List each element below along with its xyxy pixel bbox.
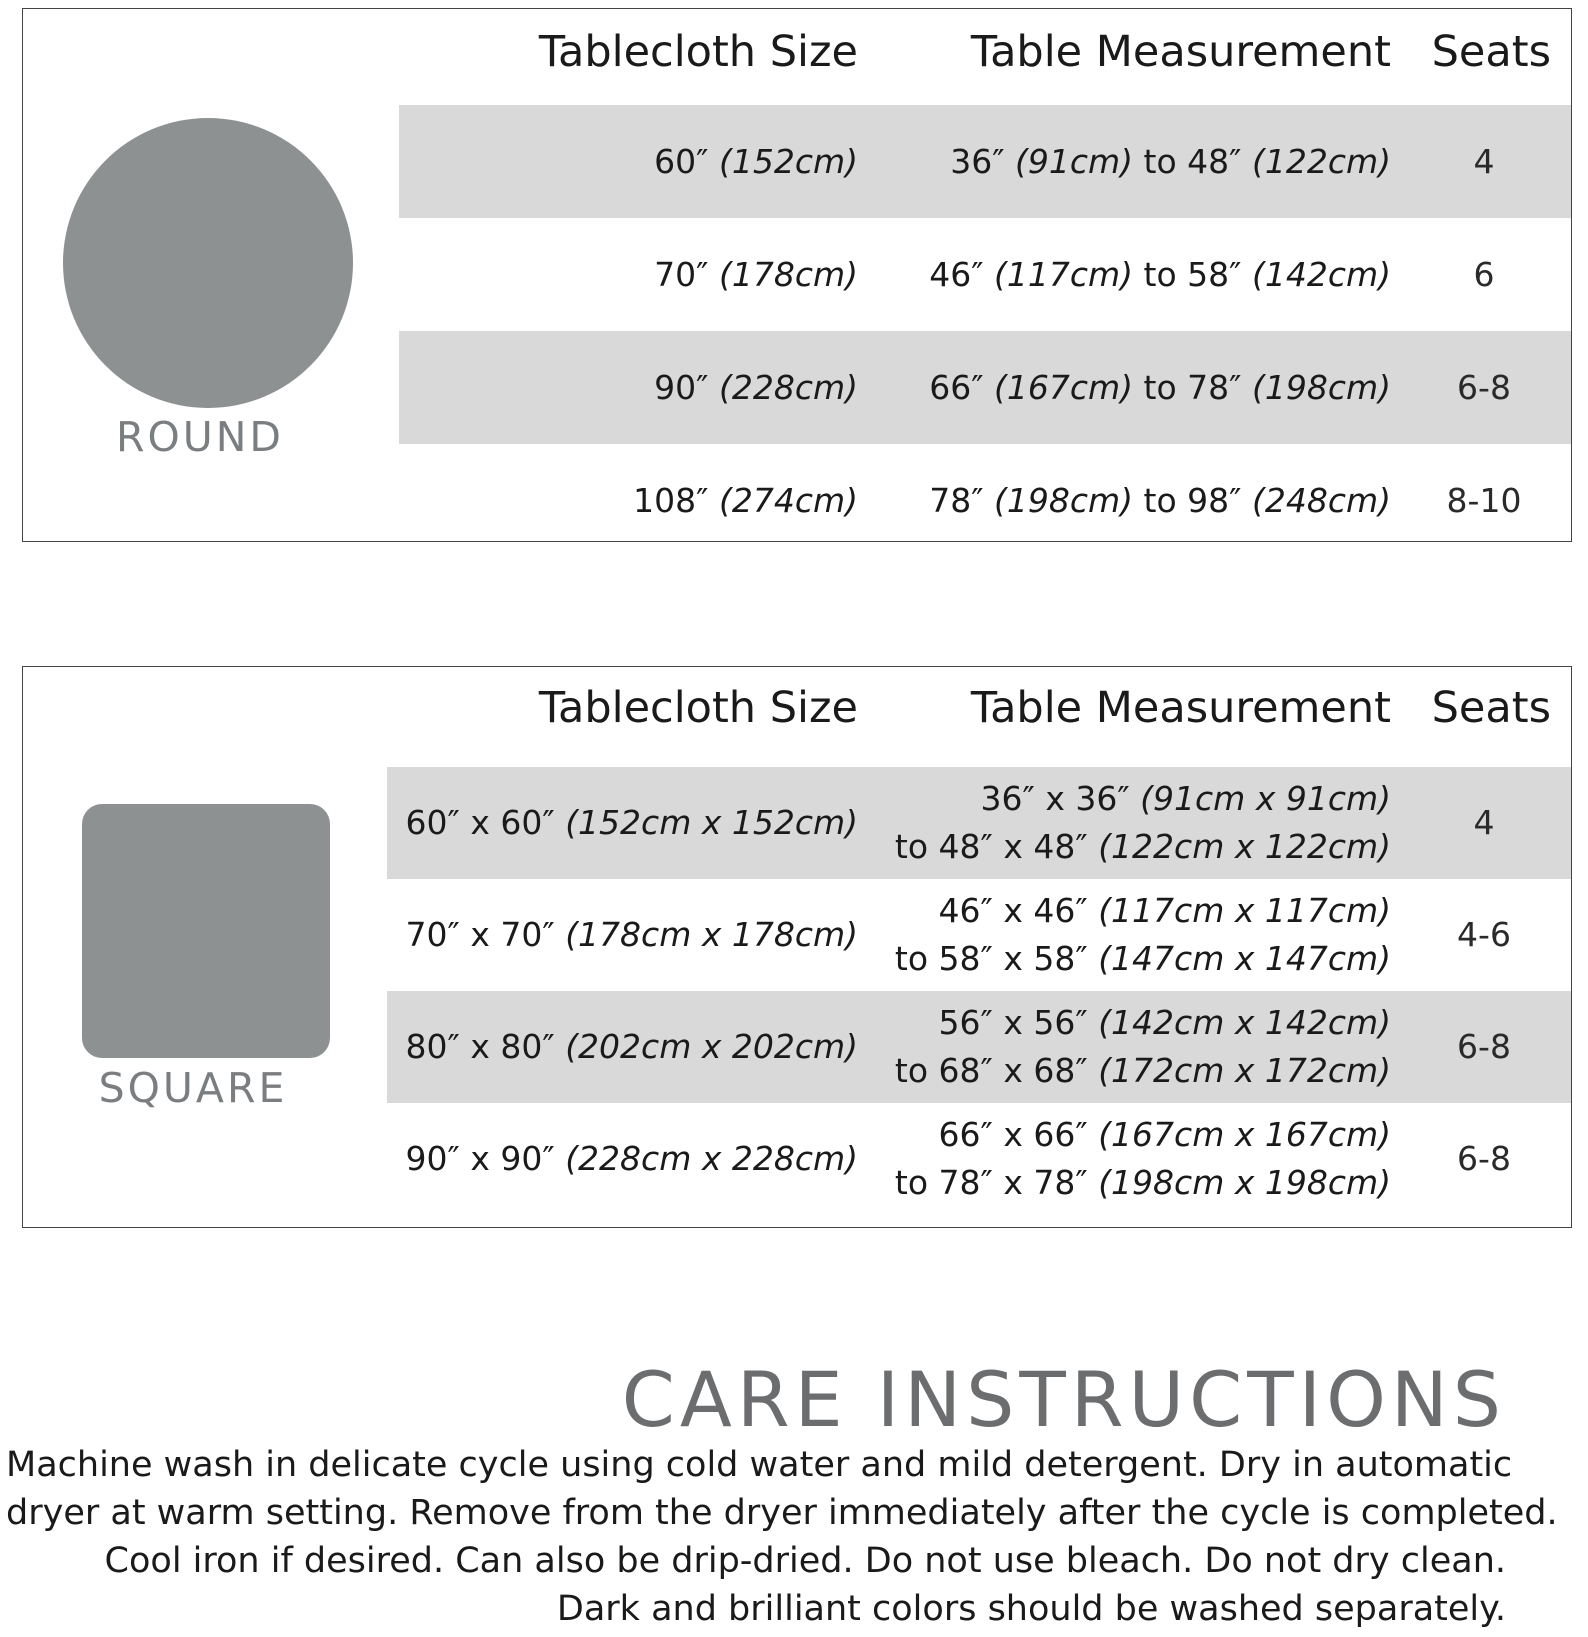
- seats-cell: 4-6: [1457, 915, 1511, 954]
- table-measurement-cell: 66″ x 66″ (167cm x 167cm) to 78″ x 78″ (198cm x 198cm): [894, 1115, 1391, 1202]
- table-row: [387, 991, 1571, 1103]
- table-measurement-cell: 66″ (167cm) to 78″ (198cm): [929, 368, 1391, 407]
- table-measurement-cell: 46″ x 46″ (117cm x 117cm) to 58″ x 58″ (147cm x 147cm): [894, 891, 1391, 978]
- tablecloth-size-cell: 90″ (228cm): [654, 368, 858, 407]
- tablecloth-size-cell: 80″ x 80″ (202cm x 202cm): [405, 1027, 858, 1066]
- round-table-icon: [63, 118, 353, 408]
- table-row: [399, 218, 1571, 331]
- seats-cell: 8-10: [1446, 481, 1522, 520]
- tablecloth-size-cell: 60″ (152cm): [654, 142, 858, 181]
- seats-cell: 6-8: [1457, 1139, 1511, 1178]
- tablecloth-size-cell: 70″ x 70″ (178cm x 178cm): [405, 915, 858, 954]
- tablecloth-size-cell: 70″ (178cm): [654, 255, 858, 294]
- table-row: [387, 1103, 1571, 1215]
- table-row: [387, 879, 1571, 991]
- round-size-table: [22, 8, 1572, 542]
- table-measurement-cell: 78″ (198cm) to 98″ (248cm): [929, 481, 1391, 520]
- care-line: Machine wash in delicate cycle using cold water and mild detergent. Dry in automatic: [6, 1445, 1513, 1485]
- table-measurement-cell: 46″ (117cm) to 58″ (142cm): [929, 255, 1391, 294]
- header-table-measurement: Table Measurement: [970, 27, 1391, 77]
- table-measurement-cell: 56″ x 56″ (142cm x 142cm) to 68″ x 68″ (172cm x 172cm): [894, 1003, 1391, 1090]
- square-size-table: [22, 666, 1572, 1228]
- seats-cell: 6-8: [1457, 1027, 1511, 1066]
- square-table-icon: [82, 804, 330, 1058]
- table-row: [399, 444, 1571, 557]
- tablecloth-size-cell: 90″ x 90″ (228cm x 228cm): [405, 1139, 858, 1178]
- care-instructions-text: [6, 1441, 1558, 1633]
- seats-cell: 6: [1473, 255, 1495, 294]
- square-label: SQUARE: [98, 1064, 288, 1112]
- header-tablecloth-size: Tablecloth Size: [538, 683, 858, 733]
- care-line: dryer at warm setting. Remove from the dryer immediately after the cycle is completed.: [6, 1493, 1558, 1533]
- care-instructions-title: CARE INSTRUCTIONS: [621, 1355, 1506, 1444]
- header-tablecloth-size: Tablecloth Size: [538, 27, 858, 77]
- care-line: Cool iron if desired. Can also be drip-dried. Do not use bleach. Do not dry clean.: [104, 1541, 1506, 1581]
- tablecloth-size-cell: 60″ x 60″ (152cm x 152cm): [405, 803, 858, 842]
- table-row: [387, 767, 1571, 879]
- table-measurement-cell: 36″ x 36″ (91cm x 91cm) to 48″ x 48″ (122cm x 122cm): [894, 779, 1391, 866]
- round-label: ROUND: [115, 413, 284, 461]
- tablecloth-size-cell: 108″ (274cm): [633, 481, 858, 520]
- header-seats: Seats: [1431, 683, 1551, 733]
- header-table-measurement: Table Measurement: [970, 683, 1391, 733]
- seats-cell: 6-8: [1457, 368, 1511, 407]
- seats-cell: 4: [1473, 803, 1495, 842]
- table-row: [399, 331, 1571, 444]
- care-line: Dark and brilliant colors should be washed separately.: [556, 1589, 1506, 1629]
- header-seats: Seats: [1431, 27, 1551, 77]
- table-measurement-cell: 36″ (91cm) to 48″ (122cm): [950, 142, 1391, 181]
- table-row: [399, 105, 1571, 218]
- seats-cell: 4: [1473, 142, 1495, 181]
